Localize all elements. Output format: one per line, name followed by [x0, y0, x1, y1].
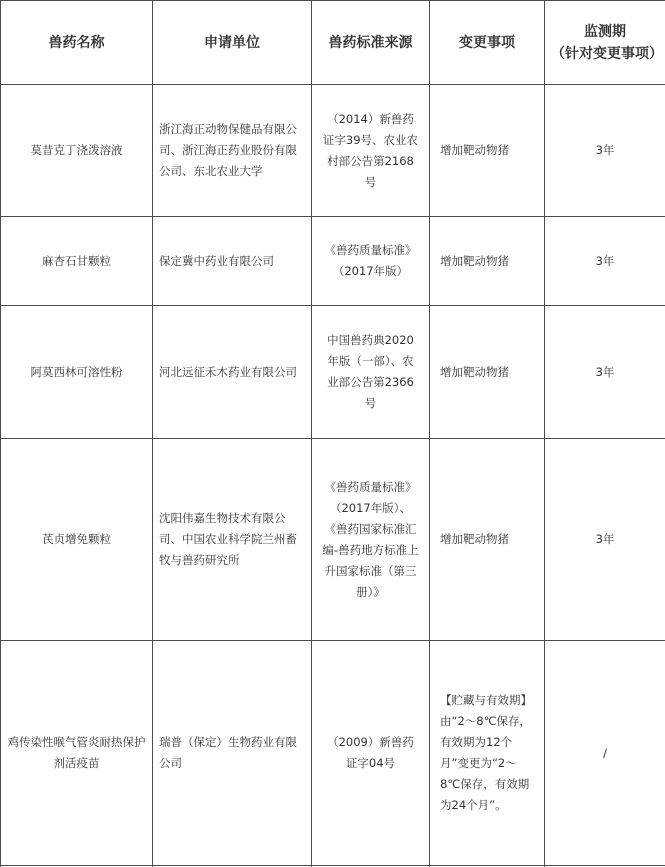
- cell-drug-name: 芪贞增免颗粒: [1, 439, 153, 641]
- header-standard-source: 兽药标准来源: [312, 1, 430, 85]
- cell-drug-name: 麻杏石甘颗粒: [1, 217, 153, 306]
- table-row: [1, 306, 665, 439]
- cell-monitoring-period: /: [545, 641, 665, 866]
- table-row: [1, 85, 665, 217]
- header-monitoring-period: 监测期 （针对变更事项）: [545, 1, 665, 85]
- cell-change-item: 【贮藏与有效期】由“2～8℃保存，有效期为12个月”变更为“2～8℃保存，有效期为24个月”。: [430, 641, 545, 866]
- cell-applicant: 瑞普（保定）生物药业有限公司: [153, 641, 312, 866]
- cell-monitoring-period: 3年: [545, 217, 665, 306]
- table-row: [1, 439, 665, 641]
- header-applicant: 申请单位: [153, 1, 312, 85]
- cell-applicant: 河北远征禾木药业有限公司: [153, 306, 312, 439]
- cell-applicant: 沈阳伟嘉生物技术有限公司、中国农业科学院兰州畜牧与兽药研究所: [153, 439, 312, 641]
- cell-monitoring-period: 3年: [545, 306, 665, 439]
- cell-applicant: 浙江海正动物保健品有限公司、浙江海正药业股份有限公司、东北农业大学: [153, 85, 312, 217]
- cell-drug-name: 莫昔克丁浇泼溶液: [1, 85, 153, 217]
- header-drug-name: 兽药名称: [1, 1, 153, 85]
- header-change-item: 变更事项: [430, 1, 545, 85]
- table-row: [1, 217, 665, 306]
- cell-standard-source: （2014）新兽药证字39号、农业农村部公告第2168号: [312, 85, 430, 217]
- cell-applicant: 保定冀中药业有限公司: [153, 217, 312, 306]
- cell-standard-source: 《兽药质量标准》（2017年版）、《兽药国家标准汇编-兽药地方标准上升国家标准（第三册）》: [312, 439, 430, 641]
- cell-change-item: 增加靶动物猪: [430, 439, 545, 641]
- cell-standard-source: 中国兽药典2020年版（一部）、农业部公告第2366号: [312, 306, 430, 439]
- cell-drug-name: 阿莫西林可溶性粉: [1, 306, 153, 439]
- cell-change-item: 增加靶动物猪: [430, 217, 545, 306]
- table-header-row: [1, 1, 665, 85]
- cell-standard-source: 《兽药质量标准》（2017年版）: [312, 217, 430, 306]
- cell-standard-source: （2009）新兽药证字04号: [312, 641, 430, 866]
- cell-change-item: 增加靶动物猪: [430, 85, 545, 217]
- cell-monitoring-period: 3年: [545, 85, 665, 217]
- cell-monitoring-period: 3年: [545, 439, 665, 641]
- table-row: [1, 641, 665, 866]
- cell-drug-name: 鸡传染性喉气管炎耐热保护剂活疫苗: [1, 641, 153, 866]
- cell-change-item: 增加靶动物猪: [430, 306, 545, 439]
